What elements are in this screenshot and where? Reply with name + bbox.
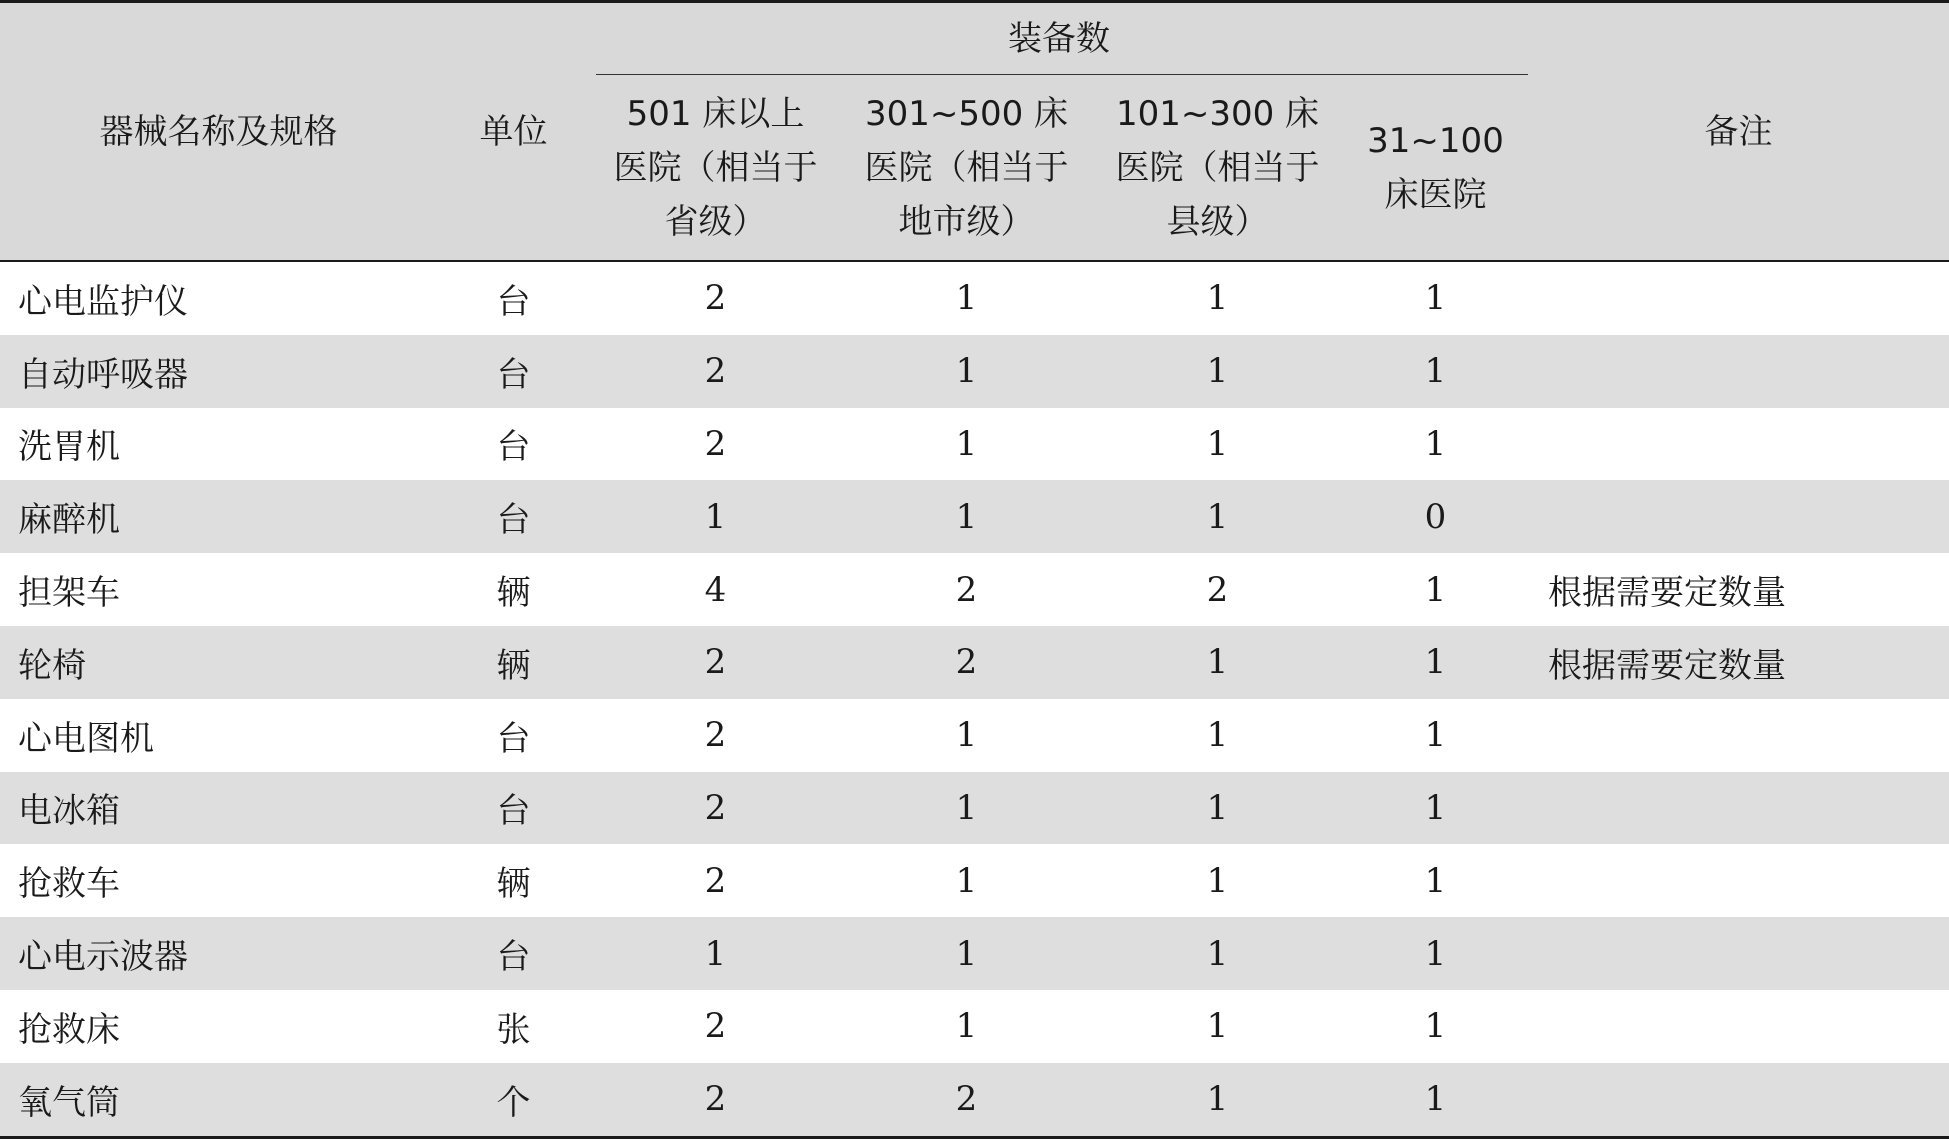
header-note: 备注 (1528, 2, 1949, 262)
table-row (0, 261, 1949, 335)
cell-301-500: 1 (841, 917, 1092, 990)
cell-101-300: 1 (1092, 408, 1343, 481)
header-col-101-300 (1092, 75, 1343, 261)
cell-unit: 台 (437, 480, 590, 553)
header-group (590, 2, 1528, 76)
cell-501-plus: 2 (590, 626, 841, 699)
header-col-101-line2: 医院（相当于 (1115, 147, 1320, 188)
cell-note (1528, 261, 1949, 335)
cell-31-100: 1 (1343, 1063, 1528, 1137)
cell-unit: 台 (437, 335, 590, 408)
cell-unit: 辆 (437, 553, 590, 626)
cell-name: 轮椅 (0, 626, 437, 699)
cell-31-100: 1 (1343, 626, 1528, 699)
header-col-301-line3: 地市级） (898, 201, 1035, 242)
cell-301-500: 2 (841, 553, 1092, 626)
table-row (0, 480, 1949, 553)
cell-name: 心电示波器 (0, 917, 437, 990)
cell-501-plus: 1 (590, 917, 841, 990)
table-row (0, 335, 1949, 408)
cell-name: 电冰箱 (0, 772, 437, 845)
cell-301-500: 2 (841, 626, 1092, 699)
cell-31-100: 1 (1343, 699, 1528, 772)
cell-unit: 台 (437, 699, 590, 772)
table-row (0, 1063, 1949, 1137)
header-name: 器械名称及规格 (0, 2, 437, 262)
cell-501-plus: 2 (590, 772, 841, 845)
header-col-301-line1: 301~500 床 (864, 93, 1069, 134)
table-row (0, 626, 1949, 699)
cell-31-100: 1 (1343, 844, 1528, 917)
cell-101-300: 1 (1092, 917, 1343, 990)
cell-unit: 张 (437, 990, 590, 1063)
cell-31-100: 1 (1343, 335, 1528, 408)
cell-name: 担架车 (0, 553, 437, 626)
header-col-501-line1: 501 床以上 (626, 93, 805, 134)
table-body (0, 261, 1949, 1137)
header-col-101-line3: 县级） (1166, 201, 1269, 242)
cell-301-500: 1 (841, 335, 1092, 408)
table-row (0, 408, 1949, 481)
cell-note (1528, 772, 1949, 845)
cell-501-plus: 2 (590, 408, 841, 481)
cell-name: 心电图机 (0, 699, 437, 772)
cell-unit: 辆 (437, 626, 590, 699)
cell-301-500: 1 (841, 990, 1092, 1063)
cell-note (1528, 408, 1949, 481)
cell-101-300: 1 (1092, 772, 1343, 845)
cell-name: 洗胃机 (0, 408, 437, 481)
cell-name: 麻醉机 (0, 480, 437, 553)
header-col-501-line3: 省级） (664, 201, 767, 242)
cell-unit: 台 (437, 917, 590, 990)
cell-31-100: 1 (1343, 917, 1528, 990)
table-row (0, 917, 1949, 990)
cell-301-500: 1 (841, 844, 1092, 917)
cell-301-500: 1 (841, 408, 1092, 481)
cell-101-300: 1 (1092, 699, 1343, 772)
cell-unit: 台 (437, 772, 590, 845)
cell-31-100: 1 (1343, 990, 1528, 1063)
header-col-31-100 (1343, 75, 1528, 261)
table-header (0, 2, 1949, 262)
cell-31-100: 1 (1343, 772, 1528, 845)
cell-note (1528, 1063, 1949, 1137)
cell-301-500: 1 (841, 480, 1092, 553)
header-unit: 单位 (437, 2, 590, 262)
header-col-501-line2: 医院（相当于 (613, 147, 818, 188)
cell-501-plus: 2 (590, 990, 841, 1063)
table-row (0, 990, 1949, 1063)
cell-101-300: 1 (1092, 626, 1343, 699)
cell-note (1528, 335, 1949, 408)
cell-unit: 个 (437, 1063, 590, 1137)
cell-31-100: 1 (1343, 553, 1528, 626)
cell-31-100: 1 (1343, 408, 1528, 481)
cell-note (1528, 917, 1949, 990)
cell-101-300: 2 (1092, 553, 1343, 626)
cell-301-500: 1 (841, 699, 1092, 772)
table-row (0, 844, 1949, 917)
cell-101-300: 1 (1092, 990, 1343, 1063)
table-row (0, 772, 1949, 845)
cell-501-plus: 2 (590, 844, 841, 917)
table-row (0, 699, 1949, 772)
cell-501-plus: 2 (590, 335, 841, 408)
cell-501-plus: 2 (590, 1063, 841, 1137)
cell-101-300: 1 (1092, 335, 1343, 408)
cell-note (1528, 990, 1949, 1063)
header-col-301-500 (841, 75, 1092, 261)
table-row (0, 553, 1949, 626)
cell-note (1528, 480, 1949, 553)
cell-name: 氧气筒 (0, 1063, 437, 1137)
cell-101-300: 1 (1092, 844, 1343, 917)
cell-301-500: 1 (841, 772, 1092, 845)
cell-301-500: 2 (841, 1063, 1092, 1137)
cell-note: 根据需要定数量 (1528, 553, 1949, 626)
cell-name: 抢救车 (0, 844, 437, 917)
header-group-label: 装备数 (1008, 19, 1110, 59)
header-col-301-line2: 医院（相当于 (864, 147, 1069, 188)
cell-unit: 台 (437, 408, 590, 481)
header-col-101-line1: 101~300 床 (1115, 93, 1320, 134)
cell-501-plus: 2 (590, 261, 841, 335)
cell-note: 根据需要定数量 (1528, 626, 1949, 699)
cell-31-100: 1 (1343, 261, 1528, 335)
cell-101-300: 1 (1092, 261, 1343, 335)
cell-501-plus: 4 (590, 553, 841, 626)
cell-101-300: 1 (1092, 1063, 1343, 1137)
cell-unit: 台 (437, 261, 590, 335)
header-col-501-plus (590, 75, 841, 261)
cell-301-500: 1 (841, 261, 1092, 335)
cell-note (1528, 699, 1949, 772)
cell-name: 抢救床 (0, 990, 437, 1063)
cell-name: 心电监护仪 (0, 261, 437, 335)
cell-501-plus: 2 (590, 699, 841, 772)
cell-unit: 辆 (437, 844, 590, 917)
cell-name: 自动呼吸器 (0, 335, 437, 408)
cell-note (1528, 844, 1949, 917)
cell-101-300: 1 (1092, 480, 1343, 553)
cell-501-plus: 1 (590, 480, 841, 553)
header-col-31-line1: 31~100 (1367, 120, 1504, 161)
cell-31-100: 0 (1343, 480, 1528, 553)
header-col-31-line2: 床医院 (1384, 174, 1487, 215)
